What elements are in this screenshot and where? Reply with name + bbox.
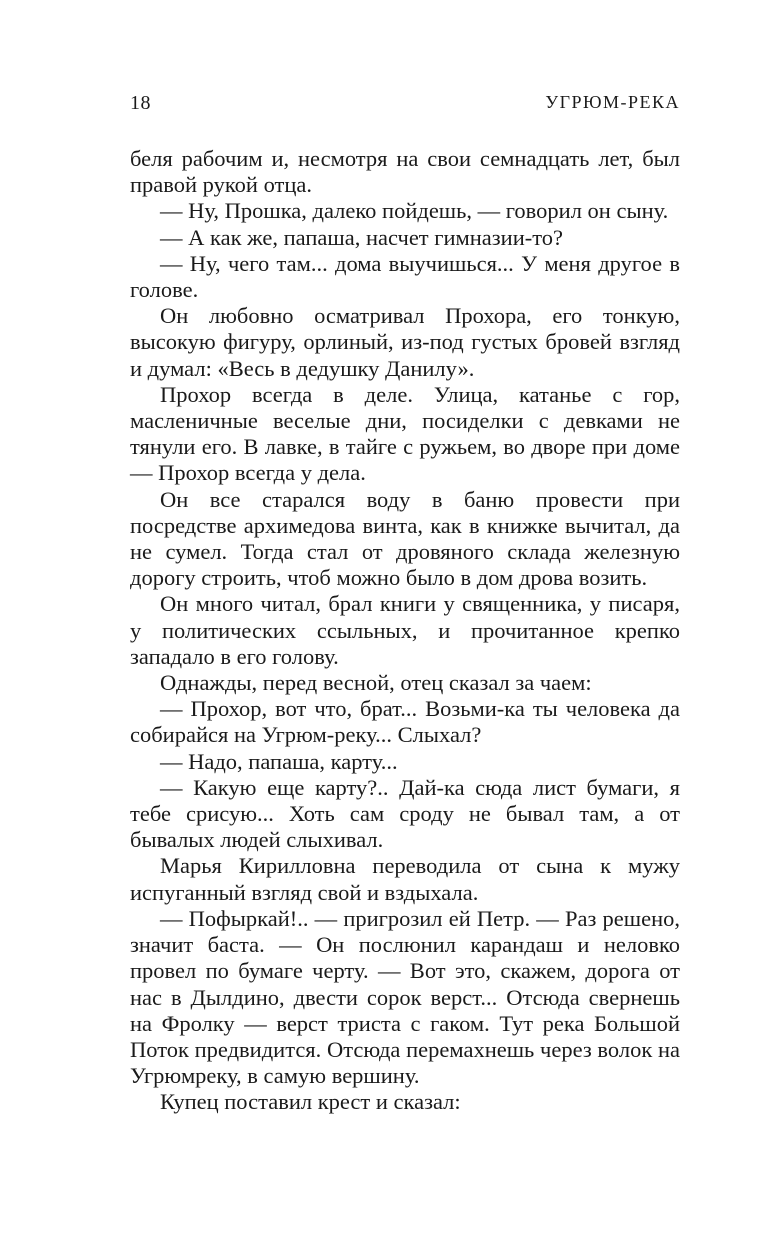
page-number: 18 bbox=[130, 92, 151, 114]
paragraph: — А как же, папаша, насчет гимназии-то? bbox=[160, 224, 564, 250]
paragraph: Купец поставил крест и сказал: bbox=[160, 1089, 461, 1115]
paragraph: Он любовно осматривал Прохора, его тонкую, высокую фигуру, орлиный, из-под густых бровей взгляд и думал: «Весь в дедушку Данилу». bbox=[130, 303, 680, 381]
paragraph: Марья Кирилловна переводила от сына к мужу испуганный взгляд свой и вздыхала. bbox=[130, 853, 680, 905]
paragraph: беля рабочим и, несмотря на свои семнадцать лет, был правой рукой отца. bbox=[130, 146, 680, 198]
paragraph: — Ну, Прошка, далеко пойдешь, — говорил он сыну. bbox=[160, 198, 669, 224]
paragraph: Он много читал, брал книги у священника, у писаря, у политических ссыльных, и прочитанное крепко западало в его голову. bbox=[130, 591, 680, 669]
paragraph: Однажды, перед весной, отец сказал за чаем: bbox=[160, 670, 592, 696]
body-text bbox=[130, 146, 680, 1116]
paragraph: Прохор всегда в деле. Улица, катанье с гор, масленичные веселые дни, посиделки с девками не тянули его. В лавке, в тайге с ружьем, во дворе при доме — Прохор всегда у дела. bbox=[130, 381, 680, 486]
paragraph: — Прохор, вот что, брат... Возьми-ка ты человека да собирайся на Угрюм-реку... Слыхал? bbox=[130, 696, 680, 748]
paragraph: — Ну, чего там... дома выучишься... У меня другое в голове. bbox=[130, 250, 680, 303]
paragraph: Он все старался воду в баню провести при посредстве архимедова винта, как в книжке вычитал, да не сумел. Тогда стал от дровяного склада железную дорогу строить, чтоб можно было в дом дрова возить. bbox=[130, 486, 680, 591]
paragraph: — Надо, папаша, карту... bbox=[160, 748, 398, 774]
running-title: УГРЮМ-РЕКА bbox=[545, 92, 680, 112]
page-header bbox=[130, 92, 680, 122]
paragraph: — Какую еще карту?.. Дай-ка сюда лист бумаги, я тебе срисую... Хоть сам сроду не бывал там, а от бывалых людей слыхивал. bbox=[130, 774, 680, 853]
paragraph: — Пофыркай!.. — пригрозил ей Петр. — Раз решено, значит баста. — Он послюнил карандаш и неловко провел по бумаге черту. — Вот это, скажем, дорога от нас в Дылдино, двести сорок верст... Отсюда свернешь на Фролку — верст триста с гаком. Тут река Большой Поток предвидится. Отсюда перемахнешь через волок на Угрюмреку, в самую вершину. bbox=[130, 905, 680, 1089]
